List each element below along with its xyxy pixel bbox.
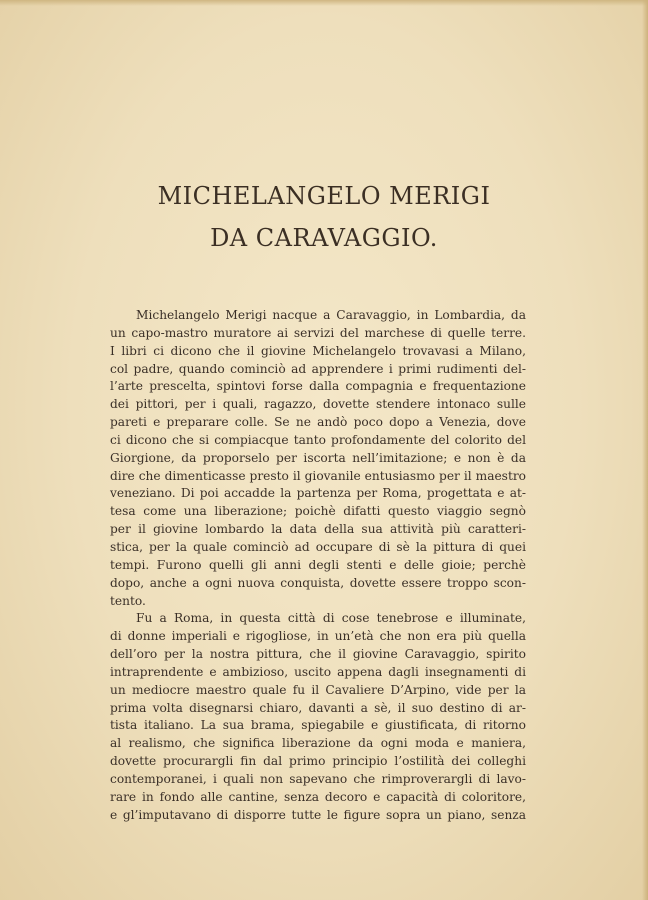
text-line: rare in fondo alle cantine, senza decoro e capacità di coloritore, <box>110 789 526 804</box>
text-line: di donne imperiali e rigogliose, in un’età che non era più quella <box>110 629 526 644</box>
text-line: dei pittori, per i quali, ragazzo, dovette stendere intonaco sulle <box>110 397 526 412</box>
text-line: prima volta disegnarsi chiaro, davanti a sè, il suo destino di ar- <box>110 700 526 715</box>
text-line: dovette procurargli fin dal primo principio l’ostilità dei colleghi <box>110 754 526 769</box>
text-line: I libri ci dicono che il giovine Michelangelo trovavasi a Milano, <box>110 343 526 358</box>
text-line: pareti e preparare colle. Se ne andò poco dopo a Venezia, dove <box>110 415 526 430</box>
body-text <box>110 307 526 824</box>
chapter-title-line-2: DA CARAVAGGIO. <box>210 224 438 252</box>
text-line: stica, per la quale cominciò ad occupare di sè la pittura di quei <box>110 539 526 554</box>
text-line: dire che dimenticasse presto il giovanile entusiasmo per il maestro <box>110 468 526 483</box>
text-line: Fu a Roma, in questa città di cose tenebrose e illuminate, <box>136 611 526 626</box>
text-line: col padre, quando cominciò ad apprendere i primi rudimenti del- <box>110 361 526 376</box>
text-line: un mediocre maestro quale fu il Cavaliere D’Arpino, vide per la <box>110 682 526 697</box>
text-line: ci dicono che si compiacque tanto profondamente del colorito del <box>110 432 526 447</box>
text-line: al realismo, che significa liberazione da ogni moda e maniera, <box>110 736 526 751</box>
page-edge-shadow-top <box>0 0 648 6</box>
text-line: per il giovine lombardo la data della sua attività più caratteri- <box>110 522 526 537</box>
chapter-title-line-1: MICHELANGELO MERIGI <box>157 182 491 210</box>
text-line: tesa come una liberazione; poichè difatti questo viaggio segnò <box>110 504 526 519</box>
text-line: dell’oro per la nostra pittura, che il giovine Caravaggio, spirito <box>110 647 526 662</box>
text-line: Giorgione, da proporselo per iscorta nell’imitazione; e non è da <box>110 450 526 465</box>
text-line: intraprendente e ambizioso, uscito appena dagli insegnamenti di <box>110 664 526 679</box>
text-line: tento. <box>110 593 146 608</box>
text-line: l’arte prescelta, spintovi forse dalla compagnia e frequentazione <box>110 379 526 394</box>
text-line: contemporanei, i quali non sapevano che rimproverargli di lavo- <box>110 771 526 786</box>
text-line: veneziano. Di poi accadde la partenza per Roma, progettata e at- <box>110 486 526 501</box>
text-line: dopo, anche a ogni nuova conquista, dovette essere troppo scon- <box>110 575 526 590</box>
page-edge-shadow-right <box>642 0 648 900</box>
text-line: tempi. Furono quelli gli anni degli stenti e delle gioie; perchè <box>110 557 526 572</box>
text-line: un capo-mastro muratore ai servizi del marchese di quelle terre. <box>110 325 526 340</box>
text-line: e gl’imputavano di disporre tutte le figure sopra un piano, senza <box>110 807 526 822</box>
text-line: Michelangelo Merigi nacque a Caravaggio, in Lombardia, da <box>136 308 526 322</box>
text-line: tista italiano. La sua brama, spiegabile e giustificata, di ritorno <box>110 718 526 733</box>
